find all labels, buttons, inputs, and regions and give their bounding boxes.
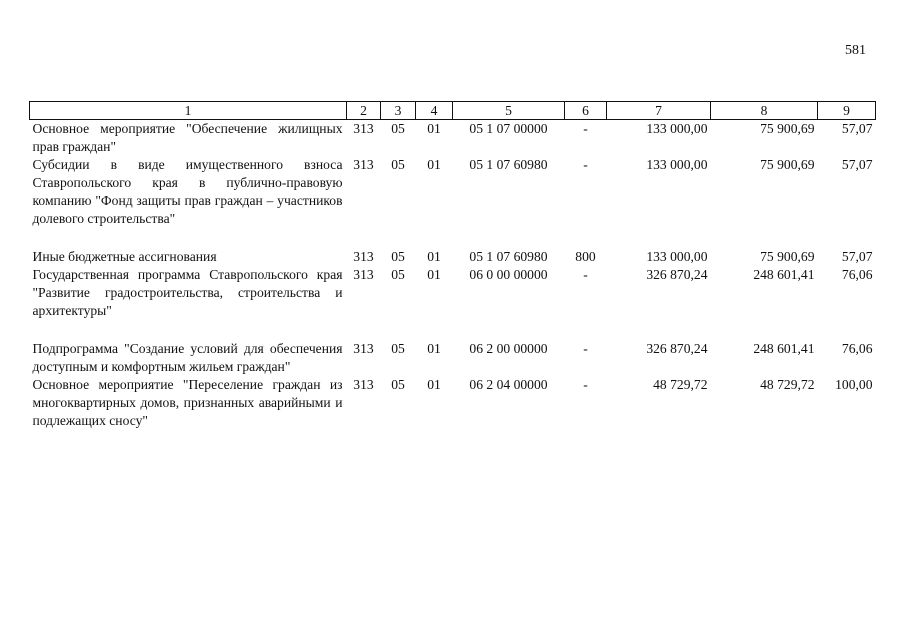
target-article-code: 05 1 07 60980 <box>469 157 548 172</box>
column-header-3: 3 <box>381 102 416 120</box>
column-header-1: 1 <box>30 102 347 120</box>
executed-amount: 48 729,72 <box>760 377 815 392</box>
column-header-5: 5 <box>453 102 565 120</box>
ministry-code: 313 <box>353 341 374 356</box>
table-row <box>30 120 876 157</box>
subsection-code: 01 <box>427 249 441 264</box>
table-row <box>30 340 876 376</box>
target-article-code: 05 1 07 00000 <box>469 121 548 136</box>
planned-amount: 326 870,24 <box>646 341 708 356</box>
expense-type-code: - <box>583 267 588 282</box>
row-name: Государственная программа Ставропольского края "Развитие градостроительства, строительства и архитектуры" <box>32 267 343 318</box>
planned-amount: 326 870,24 <box>646 267 708 282</box>
section-code: 05 <box>391 121 405 136</box>
execution-percent: 57,07 <box>841 157 873 172</box>
budget-table <box>29 101 876 430</box>
page-number: 581 <box>845 43 866 58</box>
planned-amount: 133 000,00 <box>646 121 708 136</box>
header-row <box>30 102 876 120</box>
execution-percent: 57,07 <box>841 249 873 264</box>
expense-type-code: - <box>583 121 588 136</box>
expense-type-code: - <box>583 157 588 172</box>
expense-type-code: 800 <box>575 249 596 264</box>
row-name: Основное мероприятие "Переселение граждан из многоквартирных домов, признанных аварийными и подлежащих сносу" <box>32 377 343 428</box>
planned-amount: 133 000,00 <box>646 249 708 264</box>
column-header-8: 8 <box>711 102 818 120</box>
expense-type-code: - <box>583 377 588 392</box>
subsection-code: 01 <box>427 377 441 392</box>
executed-amount: 75 900,69 <box>760 157 815 172</box>
executed-amount: 75 900,69 <box>760 121 815 136</box>
expense-type-code: - <box>583 341 588 356</box>
row-name: Подпрограмма "Создание условий для обеспечения доступным и комфортным жильем граждан" <box>32 341 343 374</box>
section-code: 05 <box>391 267 405 282</box>
row-name: Основное мероприятие "Обеспечение жилищных прав граждан" <box>32 121 343 154</box>
column-header-6: 6 <box>565 102 607 120</box>
executed-amount: 248 601,41 <box>753 267 815 282</box>
column-header-7: 7 <box>607 102 711 120</box>
table-row <box>30 248 876 266</box>
ministry-code: 313 <box>353 157 374 172</box>
table-row <box>30 156 876 248</box>
execution-percent: 76,06 <box>841 267 873 282</box>
ministry-code: 313 <box>353 121 374 136</box>
planned-amount: 133 000,00 <box>646 157 708 172</box>
section-code: 05 <box>391 377 405 392</box>
target-article-code: 06 0 00 00000 <box>469 267 548 282</box>
subsection-code: 01 <box>427 121 441 136</box>
execution-percent: 76,06 <box>841 341 873 356</box>
execution-percent: 57,07 <box>841 121 873 136</box>
target-article-code: 06 2 04 00000 <box>469 377 548 392</box>
row-name: Иные бюджетные ассигнования <box>32 249 217 264</box>
section-code: 05 <box>391 341 405 356</box>
executed-amount: 75 900,69 <box>760 249 815 264</box>
target-article-code: 06 2 00 00000 <box>469 341 548 356</box>
section-code: 05 <box>391 249 405 264</box>
ministry-code: 313 <box>353 267 374 282</box>
row-name: Субсидии в виде имущественного взноса Ставропольского края в публично-правовую компанию "Фонд защиты прав граждан – участников долевого строительства" <box>32 157 343 226</box>
subsection-code: 01 <box>427 341 441 356</box>
column-header-4: 4 <box>416 102 453 120</box>
target-article-code: 05 1 07 60980 <box>469 249 548 264</box>
executed-amount: 248 601,41 <box>753 341 815 356</box>
ministry-code: 313 <box>353 377 374 392</box>
subsection-code: 01 <box>427 157 441 172</box>
planned-amount: 48 729,72 <box>653 377 708 392</box>
section-code: 05 <box>391 157 405 172</box>
execution-percent: 100,00 <box>835 377 873 392</box>
column-header-2: 2 <box>347 102 381 120</box>
ministry-code: 313 <box>353 249 374 264</box>
table-row <box>30 376 876 430</box>
subsection-code: 01 <box>427 267 441 282</box>
table-row <box>30 266 876 340</box>
column-header-9: 9 <box>818 102 876 120</box>
